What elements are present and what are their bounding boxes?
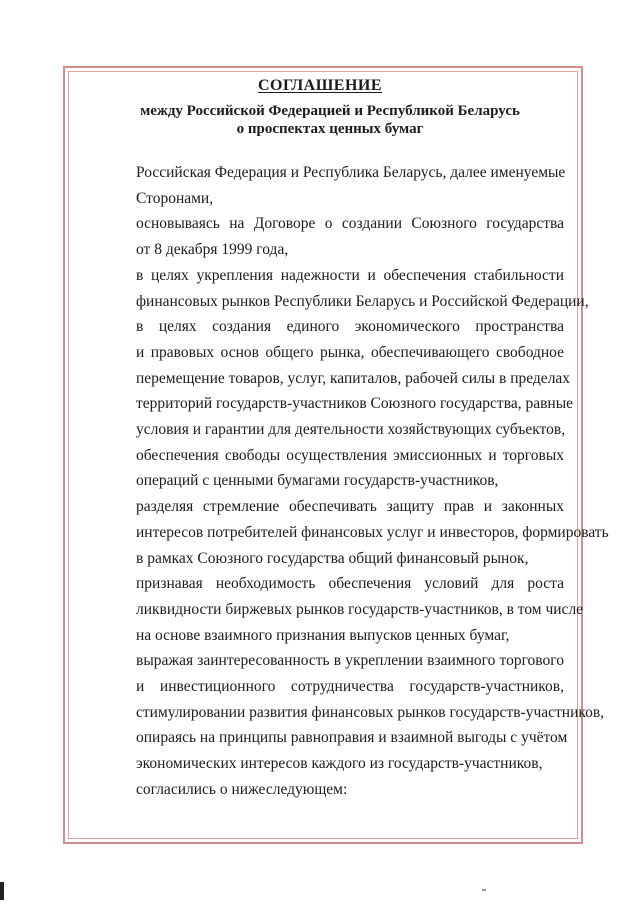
text-line: Российская Федерация и Республика Беларусь, далее именуемые xyxy=(136,164,566,181)
text-line: и инвестиционного сотрудничества государств-участников, xyxy=(136,678,564,696)
paragraph-principles xyxy=(106,725,568,776)
text-line: интересов потребителей финансовых услуг и инвесторов, формировать xyxy=(136,523,609,541)
text-line: операций с ценными бумагами государств-участников, xyxy=(136,472,499,490)
scan-speck xyxy=(482,889,486,891)
subtitle-line: о проспектах ценных бумаг xyxy=(236,121,424,137)
document-title: СОГЛАШЕНИЕ xyxy=(257,77,383,94)
text-line: в рамках Союзного государства общий финансовый рынок, xyxy=(136,549,529,567)
text-line: стимулировании развития финансовых рынков государств-участников, xyxy=(136,703,605,721)
paragraph-cooperation xyxy=(106,648,605,725)
document-subtitle xyxy=(120,102,540,138)
text-line: в целях укрепления надежности и обеспечения стабильности xyxy=(136,266,564,284)
subtitle-line: между Российской Федерацией и Республикой Беларусь xyxy=(140,103,520,119)
text-line: территорий государств-участников Союзного государства, равные xyxy=(136,395,573,413)
text-line: и правовых основ общего рынка, обеспечивающего свободное xyxy=(136,343,564,361)
text-line: условия и гарантии для деятельности хозяйствующих субъектов, xyxy=(136,421,566,439)
text-line: опираясь на принципы равноправия и взаимной выгоды с учётом xyxy=(136,729,568,747)
paragraph-parties xyxy=(106,160,564,211)
text-line: согласились о нижеследующем: xyxy=(136,780,348,798)
paragraph-liquidity xyxy=(106,571,584,648)
text-line: экономических интересов каждого из государств-участников, xyxy=(136,755,543,773)
text-line: основываясь на Договоре о создании Союзного государства xyxy=(136,215,564,233)
text-line: обеспечения свободы осуществления эмиссионных и торговых xyxy=(136,446,564,464)
text-line: разделяя стремление обеспечивать защиту прав и законных xyxy=(136,498,564,516)
text-line: перемещение товаров, услуг, капиталов, рабочей силы в пределах xyxy=(136,369,571,387)
text-line: выражая заинтересованность в укреплении взаимного торгового xyxy=(136,652,564,670)
paragraph-stability xyxy=(106,263,589,314)
paragraph-agreed xyxy=(106,777,564,803)
text-line: ликвидности биржевых рынков государств-участников, в том числе xyxy=(136,600,584,618)
paragraph-treaty xyxy=(106,211,564,262)
paragraph-economic-space xyxy=(106,314,573,494)
text-line: Сторонами, xyxy=(136,189,214,207)
scan-mark xyxy=(0,882,4,900)
document-body xyxy=(106,160,609,803)
text-line: в целях создания единого экономического пространства xyxy=(136,318,564,336)
text-line: признавая необходимость обеспечения условий для роста xyxy=(136,575,564,593)
text-line: от 8 декабря 1999 года, xyxy=(136,241,289,259)
text-line: на основе взаимного признания выпусков ценных бумаг, xyxy=(136,626,510,644)
paragraph-protection xyxy=(106,494,609,571)
text-line: финансовых рынков Республики Беларусь и Российской Федерации, xyxy=(136,292,589,310)
